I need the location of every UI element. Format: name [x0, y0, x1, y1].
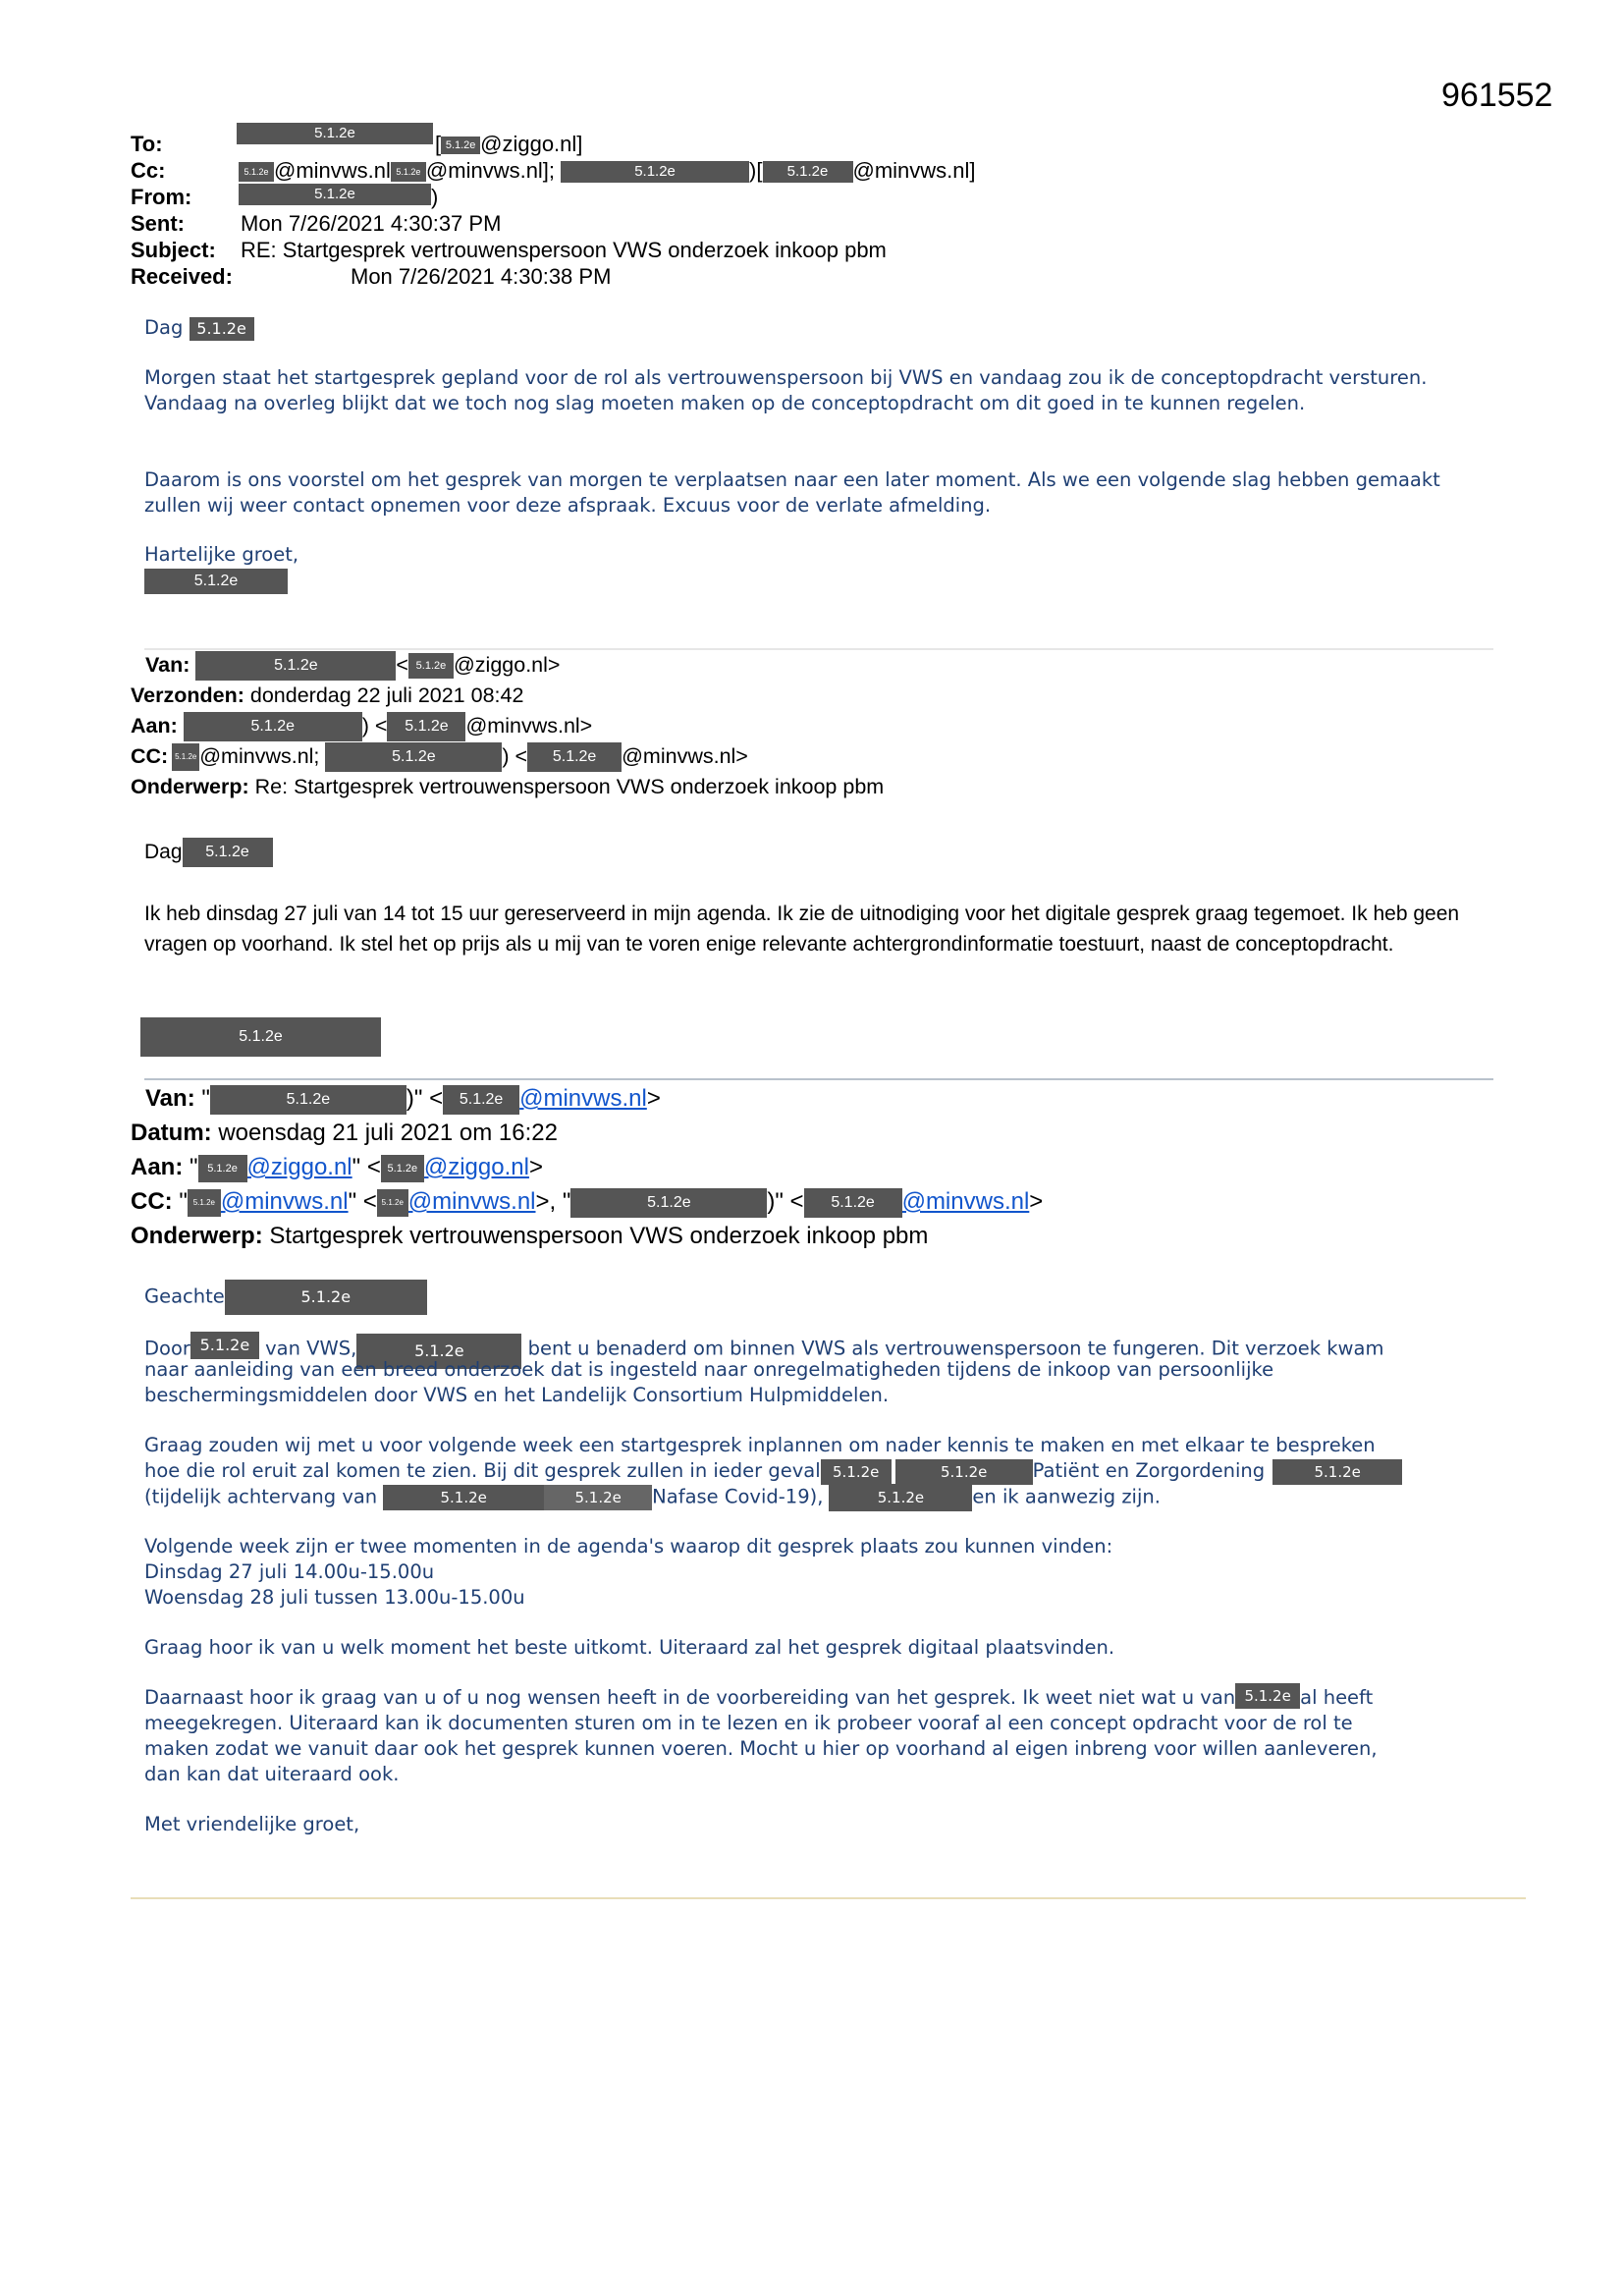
redaction-block: 5.1.2e [829, 1484, 972, 1511]
redaction-block: 5.1.2e [561, 161, 749, 183]
datum-value: woensdag 21 juli 2021 om 16:22 [218, 1120, 558, 1146]
header-to-row: To: 5.1.2e [ 5.1.2e @ziggo.nl] [131, 125, 583, 156]
text: Patiënt en Zorgordening [1032, 1459, 1266, 1482]
separator: >, " [535, 1188, 571, 1215]
email-link[interactable]: @minvws.nl [220, 1188, 349, 1215]
paragraph-line [144, 1458, 1402, 1485]
redaction-block: 5.1.2e [183, 838, 273, 867]
verzonden-label: Verzonden: [131, 683, 244, 707]
text: hoe die rol eruit zal komen te zien. Bij dit gesprek zullen in ieder geval [144, 1459, 821, 1482]
from-label: From: [131, 185, 192, 209]
greeting [144, 1280, 427, 1315]
closing: Met vriendelijke groet, [144, 1813, 360, 1835]
redaction-block: 5.1.2e [325, 742, 502, 772]
redaction-block: 5.1.2e [184, 712, 362, 741]
cc-separator: )[ [749, 158, 763, 183]
greeting-text: Dag [144, 316, 184, 339]
redaction-block: 5.1.2e [443, 1085, 519, 1115]
greeting [144, 837, 273, 867]
paragraph-line: Dinsdag 27 juli 14.00u-15.00u [144, 1560, 435, 1583]
closing: Hartelijke groet, [144, 543, 299, 566]
email-link[interactable]: @ziggo.nl [423, 1154, 529, 1180]
aan-separator: ) < [361, 714, 388, 738]
quote: " [201, 1085, 210, 1112]
van-separator: )" < [406, 1085, 444, 1112]
redaction-block: 5.1.2e [763, 161, 853, 183]
redaction-block: 5.1.2e [1272, 1459, 1402, 1485]
onderwerp-value: Startgesprek vertrouwenspersoon VWS onderzoek inkoop pbm [269, 1223, 929, 1249]
datum-label: Datum: [131, 1120, 212, 1146]
cc-address-3: @minvws.nl] [852, 158, 976, 183]
cc-label: Cc: [131, 158, 166, 183]
paragraph-line [144, 1685, 1373, 1712]
header-from-row [131, 184, 439, 210]
paragraph-line: Graag hoor ik van u welk moment het beste uitkomt. Uiteraard zal het gesprek digitaal plaatsvinden. [144, 1636, 1115, 1659]
from-suffix: ) [431, 185, 439, 209]
separator: " < [348, 1188, 377, 1215]
divider [131, 1897, 1526, 1899]
cc-address-2: @minvws.nl]; [425, 158, 556, 183]
redaction-block: 5.1.2e [189, 317, 254, 341]
redaction-block: 5.1.2e [195, 651, 396, 681]
separator: )" < [767, 1188, 804, 1215]
aan-label: Aan: [131, 1154, 184, 1180]
redaction-block: 5.1.2e [210, 1085, 406, 1115]
onderwerp-label: Onderwerp: [131, 1223, 263, 1249]
paragraph-line: Woensdag 28 juli tussen 13.00u-15.00u [144, 1586, 525, 1609]
redaction-block: 5.1.2e [190, 1332, 259, 1359]
email-link[interactable]: @minvws.nl [407, 1188, 536, 1215]
header-cc-row [131, 157, 976, 184]
van-address: @ziggo.nl> [453, 653, 561, 677]
cc-address-1: @minvws.nl; [199, 744, 320, 768]
header-subject-row [131, 237, 887, 263]
bracket: > [528, 1154, 543, 1180]
redaction-block: 5.1.2e [140, 1017, 381, 1057]
redaction-block: 5.1.2e [387, 712, 465, 741]
paragraph: Morgen staat het startgesprek gepland voor de rol als vertrouwenspersoon bij VWS en vandaag zou ik de conceptopdracht versturen. Vandaag na overleg blijkt dat we toch nog slag moeten maken op de conceptopdracht om dit goed in te kunnen regelen. [144, 366, 1428, 414]
cc-row [131, 741, 748, 772]
quote: " [189, 1154, 198, 1180]
redaction-block: 5.1.2e [570, 1188, 767, 1218]
quote: " [179, 1188, 188, 1215]
redaction-block: 5.1.2e [225, 1280, 427, 1315]
separator: " < [352, 1154, 381, 1180]
verzonden-value: donderdag 22 juli 2021 08:42 [249, 683, 524, 707]
bracket: > [1029, 1188, 1044, 1215]
text: (tijdelijk achtervang van [144, 1485, 378, 1508]
paragraph-line: beschermingsmiddelen door VWS en het Landelijk Consortium Hulpmiddelen. [144, 1384, 890, 1406]
cc-address-1: @minvws.nl [274, 158, 391, 183]
to-address: @ziggo.nl] [480, 132, 583, 156]
redaction-block: 5.1.2e [237, 123, 433, 144]
paragraph-line [144, 1484, 1161, 1511]
greeting [144, 315, 254, 341]
aan-row [131, 711, 592, 741]
text: bent u benaderd om binnen VWS als vertrouwenspersoon te fungeren. Dit verzoek kwam [527, 1337, 1384, 1360]
redaction-block: 5.1.2e [377, 1189, 408, 1217]
paragraph: Daarom is ons voorstel om het gesprek van morgen te verplaatsen naar een later moment. Als we een volgende slag hebben gemaakt zullen wij weer contact opnemen voor deze afspraak. Excuus voor de verlate afmelding. [144, 468, 1440, 517]
header-sent-row [131, 210, 501, 237]
email-link[interactable]: @ziggo.nl [246, 1154, 352, 1180]
redaction-block: 5.1.2e [188, 1189, 221, 1217]
text: en ik aanwezig zijn. [972, 1485, 1161, 1508]
text: Nafase Covid-19), [652, 1485, 824, 1508]
redaction-block: 5.1.2e [408, 653, 454, 679]
paragraph-line: Graag zouden wij met u voor volgende week een startgesprek inplannen om nader kennis te maken en met elkaar te bespreken [144, 1434, 1376, 1456]
text: al heeft [1300, 1686, 1374, 1709]
van-row [145, 1081, 661, 1116]
redaction-block: 5.1.2e [391, 162, 426, 182]
email-link[interactable]: @minvws.nl [519, 1085, 647, 1112]
redaction-block: 5.1.2e [544, 1485, 652, 1510]
redaction-block: 5.1.2e [198, 1155, 247, 1182]
paragraph-line: Volgende week zijn er twee momenten in de agenda's waarop dit gesprek plaats zou kunnen vinden: [144, 1535, 1113, 1558]
redaction-block: 5.1.2e [239, 184, 431, 205]
paragraph-line: dan kan dat uiteraard ook. [144, 1763, 400, 1785]
subject-label: Subject: [131, 238, 216, 262]
received-value: Mon 7/26/2021 4:30:38 PM [351, 264, 612, 289]
aan-row [131, 1150, 543, 1184]
van-label: Van: [145, 653, 190, 677]
redaction-block: 5.1.2e [383, 1485, 544, 1510]
cc-label: CC: [131, 744, 169, 768]
redaction-block: 5.1.2e [821, 1459, 892, 1485]
onderwerp-label: Onderwerp: [131, 775, 249, 798]
verzonden-row [131, 681, 523, 711]
onderwerp-row [131, 1219, 928, 1253]
text: Daarnaast hoor ik graag van u of u nog wensen heeft in de voorbereiding van het gesprek. Ik weet niet wat u van [144, 1686, 1236, 1709]
paragraph-line: meegekregen. Uiteraard kan ik documenten sturen om in te lezen en ik probeer vooraf al een concept opdracht voor de rol te [144, 1712, 1353, 1734]
redaction-block: 5.1.2e [441, 137, 480, 154]
redaction-block: 5.1.2e [172, 743, 199, 771]
redaction-block: 5.1.2e [239, 162, 274, 182]
sent-label: Sent: [131, 211, 185, 236]
van-label: Van: [145, 1085, 195, 1112]
onderwerp-value: Re: Startgesprek vertrouwenspersoon VWS onderzoek inkoop pbm [254, 775, 885, 798]
paragraph-line: maken zodat we vanuit daar ook het gesprek kunnen voeren. Mocht u hier op voorhand al eigen inbreng voor willen aanleveren, [144, 1737, 1378, 1760]
divider [144, 1078, 1493, 1080]
aan-label: Aan: [131, 714, 178, 738]
cc-separator: ) < [502, 744, 528, 768]
redaction-block: 5.1.2e [381, 1155, 424, 1182]
onderwerp-row [131, 772, 884, 802]
document-number: 961552 [1441, 77, 1553, 114]
redaction-block: 5.1.2e [527, 742, 622, 772]
redaction-block: 5.1.2e [804, 1188, 902, 1218]
aan-address: @minvws.nl> [465, 714, 593, 738]
cc-label: CC: [131, 1188, 173, 1215]
sent-value: Mon 7/26/2021 4:30:37 PM [241, 211, 502, 236]
received-label: Received: [131, 264, 233, 289]
greeting-text: Dag [144, 841, 183, 863]
cc-row [131, 1184, 1043, 1219]
paragraph-line: naar aanleiding van een breed onderzoek dat is ingesteld naar onregelmatigheden tijdens de inkoop van persoonlijke [144, 1358, 1274, 1381]
redaction-block: 5.1.2e [356, 1334, 521, 1369]
redaction-block: 5.1.2e [144, 569, 288, 594]
cc-address-2: @minvws.nl> [622, 744, 748, 768]
email-link[interactable]: @minvws.nl [901, 1188, 1030, 1215]
paragraph: Ik heb dinsdag 27 juli van 14 tot 15 uur gereserveerd in mijn agenda. Ik zie de uitnodiging voor het digitale gesprek graag tegemoet. Ik heb geen vragen op voorhand. Ik stel het op prijs als u mij van te voren enige relevante achtergrondinformatie toestuurt, naast de conceptopdracht. [144, 902, 1460, 956]
datum-row [131, 1116, 558, 1150]
header-received-row [131, 263, 611, 290]
van-row: Van: 5.1.2e < 5.1.2e @ziggo.nl> [145, 650, 560, 681]
greeting-text: Geachte [144, 1285, 225, 1308]
redaction-block: 5.1.2e [895, 1459, 1033, 1485]
subject-value: RE: Startgesprek vertrouwenspersoon VWS onderzoek inkoop pbm [241, 238, 887, 262]
text: van VWS, [265, 1337, 357, 1360]
bracket: > [646, 1085, 661, 1112]
redaction-block: 5.1.2e [1235, 1683, 1300, 1709]
text: Door [144, 1337, 190, 1360]
to-label: To: [131, 132, 163, 156]
